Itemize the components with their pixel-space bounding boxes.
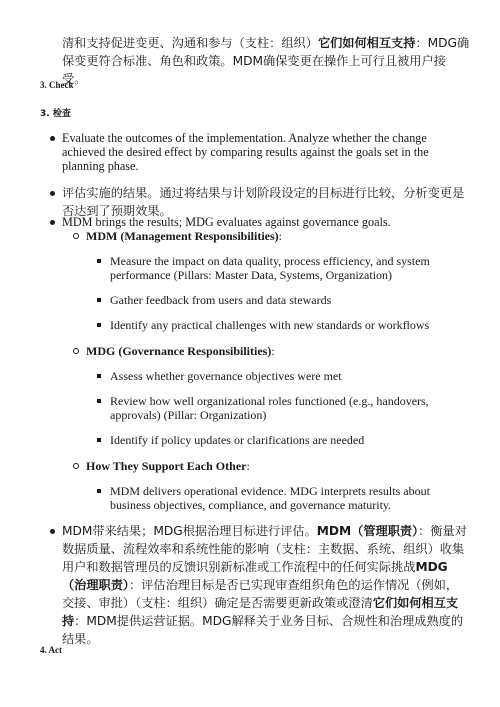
intro-paragraph [62, 34, 470, 88]
bullet-ring-icon [73, 233, 79, 239]
zh-summary-b2: MDG（治理职责） [62, 560, 448, 592]
list-item-evaluate-en [62, 131, 467, 173]
intro-bold: 它们如何相互支持 [317, 36, 416, 50]
heading-act-en: 4. Act [40, 645, 62, 655]
mdm-brings-text: MDM brings the results; MDG evaluates against governance goals. [62, 215, 391, 229]
zh-summary-b3: 它们如何相互支持 [62, 596, 459, 628]
bullet-dot-icon [50, 220, 55, 225]
list-item [110, 254, 440, 282]
list-item [110, 394, 440, 422]
mdg-resp-title: MDG (Governance Responsibilities) [86, 344, 272, 358]
zh-summary-t1: MDM带来结果；MDG根据治理目标进行评估。 [62, 524, 317, 538]
evaluate-en-text: Evaluate the outcomes of the implementation. Analyze whether the change achieved the desired effect by comparing results against the goals set in the planning phase. [62, 131, 429, 173]
list-item [110, 293, 440, 307]
bullet-square-icon [97, 259, 101, 263]
intro-text-a: 清和支持促进变更、沟通和参与（支柱：组织） [62, 36, 318, 50]
zh-summary-t3: ：评估治理目标是否已实现审查组织角色的运作情况（例如，交接、审批）（支柱：组织）确定是否需要更新政策或澄清 [62, 578, 459, 610]
list-item [110, 433, 440, 447]
bullet-ring-icon [73, 463, 79, 469]
list-item-zh-summary [62, 522, 467, 648]
support-heading [86, 459, 466, 473]
list-item [110, 318, 440, 332]
list-item [110, 369, 440, 383]
bullet-dot-icon [50, 136, 55, 141]
zh-summary-t4: ：MDM提供运营证据。MDG解释关于业务目标、合规性和治理成熟度的结果。 [62, 614, 464, 646]
mdm-resp-item-1: Measure the impact on data quality, process efficiency, and system performance (Pillars: Master Data, Systems, Organization) [110, 254, 430, 282]
evaluate-zh-text: 评估实施的结果。通过将结果与计划阶段设定的目标进行比较，分析变更是否达到了预期效果。 [62, 186, 465, 218]
bullet-square-icon [97, 323, 101, 327]
heading-check-zh: 3. 检查 [40, 109, 71, 119]
heading-check-en: 3. Check [40, 80, 74, 90]
bullet-dot-icon [50, 529, 55, 534]
zh-summary-t2: ：衡量对数据质量、流程效率和系统性能的影响（支柱：主数据、系统、组织）收集用户和数据管理员的反馈识别新标准或工作流程中的任何实际挑战 [62, 524, 467, 574]
list-item-mdm-brings [62, 215, 467, 229]
mdg-resp-heading [86, 344, 466, 358]
mdm-resp-item-2: Gather feedback from users and data stewards [110, 293, 332, 307]
bullet-square-icon [97, 489, 101, 493]
bullet-dot-icon [50, 191, 55, 196]
bullet-square-icon [97, 374, 101, 378]
mdg-resp-item-3: Identify if policy updates or clarifications are needed [110, 433, 365, 447]
mdm-resp-colon: : [278, 229, 282, 243]
bullet-square-icon [97, 399, 101, 403]
mdg-resp-item-2: Review how well organizational roles functioned (e.g., handovers, approvals) (Pillar: Organization) [110, 394, 429, 422]
mdm-resp-title: MDM (Management Responsibilities) [86, 229, 279, 243]
zh-summary-b1: MDM（管理职责） [316, 524, 419, 538]
mdg-resp-item-1: Assess whether governance objectives were met [110, 369, 342, 383]
bullet-square-icon [97, 438, 101, 442]
intro-text-b: ：MDG确保变更符合标准、角色和政策。MDM确保变更在操作上可行且被用户接受。 [62, 36, 470, 86]
support-item-1: MDM delivers operational evidence. MDG interprets results about business objectives, compliance, and governance maturity. [110, 484, 430, 512]
bullet-ring-icon [73, 348, 79, 354]
mdm-resp-heading [86, 229, 466, 243]
bullet-square-icon [97, 298, 101, 302]
support-title: How They Support Each Other [86, 459, 247, 473]
list-item [110, 484, 440, 512]
support-colon: : [246, 459, 250, 473]
mdm-resp-item-3: Identify any practical challenges with new standards or workflows [110, 318, 430, 332]
mdg-resp-colon: : [271, 344, 275, 358]
